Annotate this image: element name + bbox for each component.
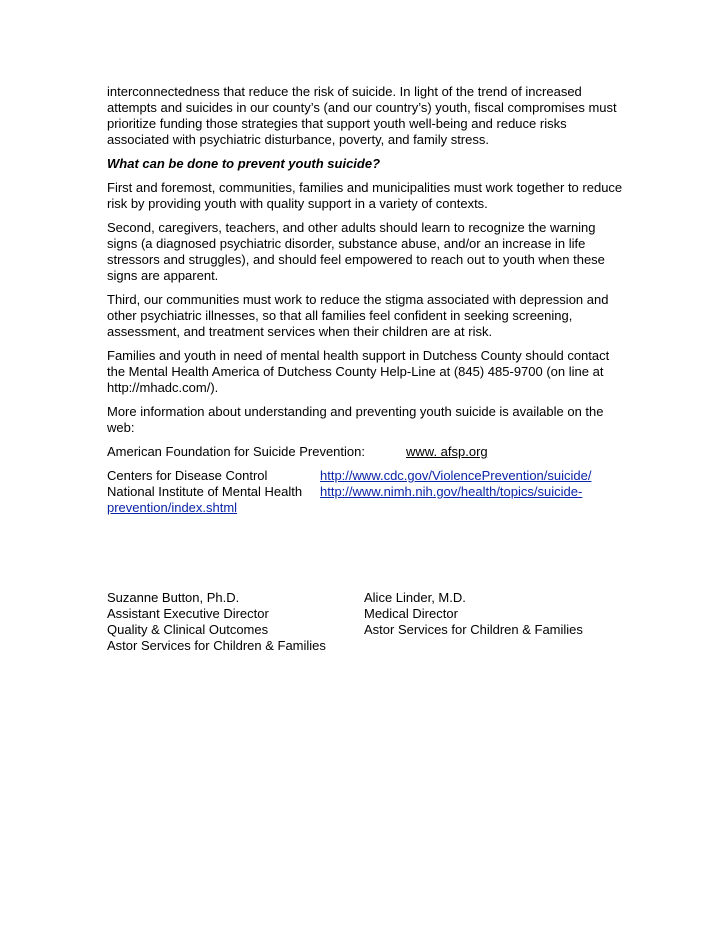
signer-title: Medical Director [364,606,458,621]
signer-department: Quality & Clinical Outcomes [107,622,269,637]
resource-nimh [107,484,627,516]
resource-afsp [107,444,627,460]
paragraph-more-info: More information about understanding and preventing youth suicide is available on the web: [107,404,604,435]
resource-afsp-link[interactable]: www. afsp.org [406,444,488,459]
resource-nimh-link-part1[interactable]: http://www.nimh.nih.gov/health/topics/suicide- [320,484,583,499]
signature-left [107,590,326,654]
signer-name: Alice Linder, M.D. [364,590,466,605]
resource-cdc [107,468,627,484]
resource-nimh-link-part2[interactable]: prevention/index.shtml [107,500,238,515]
paragraph-first: First and foremost, communities, families and municipalities must work together to reduce risk by providing youth with quality support in a variety of contexts. [107,180,623,211]
signer-title: Assistant Executive Director [107,606,269,621]
signature-right [364,590,583,638]
paragraph-intro: interconnectedness that reduce the risk of suicide. In light of the trend of increased attempts and suicides in our county’s (and our country’s) youth, fiscal compromises must prioritize funding those strategies that support youth well-being and reduce risks associated with psychiatric disturbance, poverty, and family stress. [107,84,617,147]
section-heading: What can be done to prevent youth suicide? [107,156,381,171]
resource-afsp-org: American Foundation for Suicide Prevention: [107,444,365,459]
paragraph-second: Second, caregivers, teachers, and other adults should learn to recognize the warning signs (a diagnosed psychiatric disorder, substance abuse, and/or an increase in life stressors and struggles), and should feel empowered to reach out to youth when these signs are apparent. [107,220,605,283]
resource-cdc-org: Centers for Disease Control [107,468,268,483]
paragraph-third: Third, our communities must work to reduce the stigma associated with depression and other psychiatric illnesses, so that all families feel confident in seeking screening, assessment, and treatment services when their children are at risk. [107,292,609,339]
signer-organization: Astor Services for Children & Families [364,622,583,637]
document-body [107,84,627,516]
signer-organization: Astor Services for Children & Families [107,638,326,653]
paragraph-helpline: Families and youth in need of mental health support in Dutchess County should contact the Mental Health America of Dutchess County Help-Line at (845) 485-9700 (on line at http://mhadc.com/). [107,348,610,395]
signer-name: Suzanne Button, Ph.D. [107,590,240,605]
resource-cdc-link[interactable]: http://www.cdc.gov/ViolencePrevention/suicide/ [320,468,592,483]
resource-nimh-org: National Institute of Mental Health [107,484,303,499]
